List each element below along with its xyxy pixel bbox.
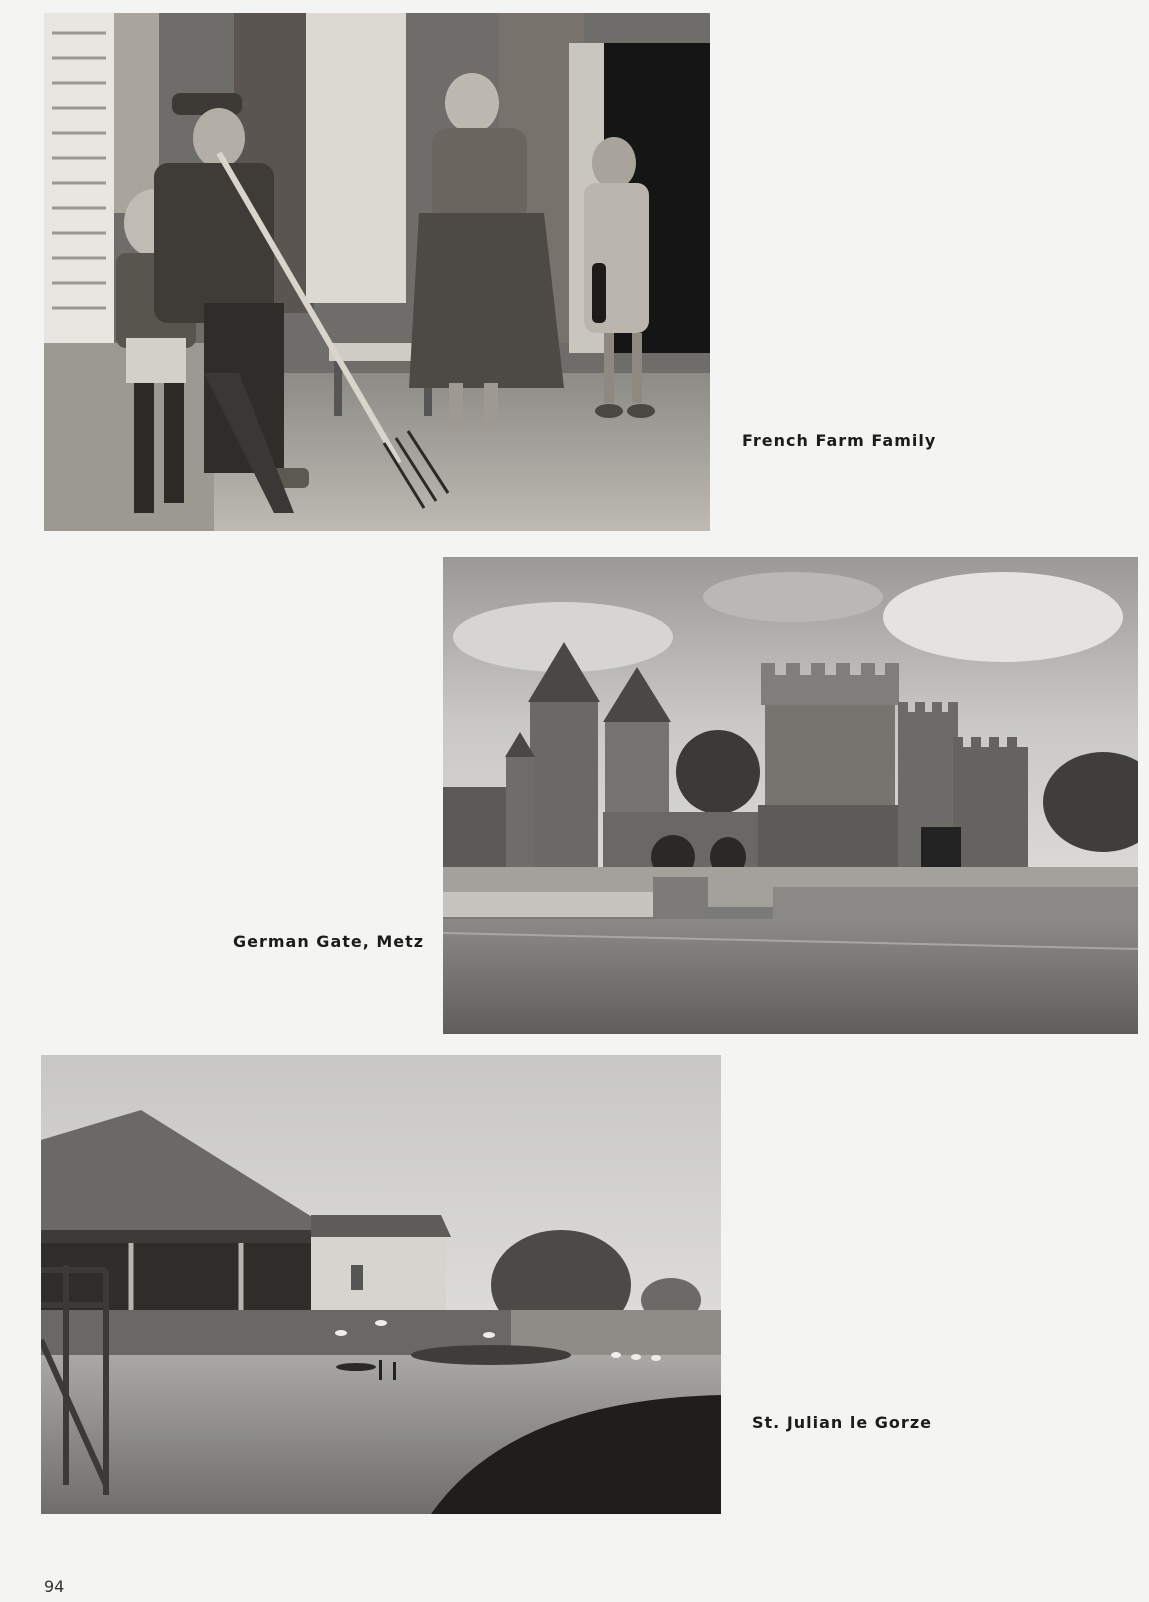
- caption-french-farm-family: French Farm Family: [742, 431, 937, 450]
- page-number: 94: [44, 1577, 65, 1596]
- farm-family-photo-image: [44, 13, 710, 531]
- german-gate-photo-image: [443, 557, 1138, 1034]
- photo-st-julian-le-gorze: [41, 1055, 721, 1514]
- caption-german-gate-metz: German Gate, Metz: [233, 932, 425, 951]
- photo-french-farm-family: [44, 13, 710, 531]
- caption-st-julian-le-gorze: St. Julian le Gorze: [752, 1413, 932, 1432]
- st-julian-photo-image: [41, 1055, 721, 1514]
- photo-german-gate-metz: [443, 557, 1138, 1034]
